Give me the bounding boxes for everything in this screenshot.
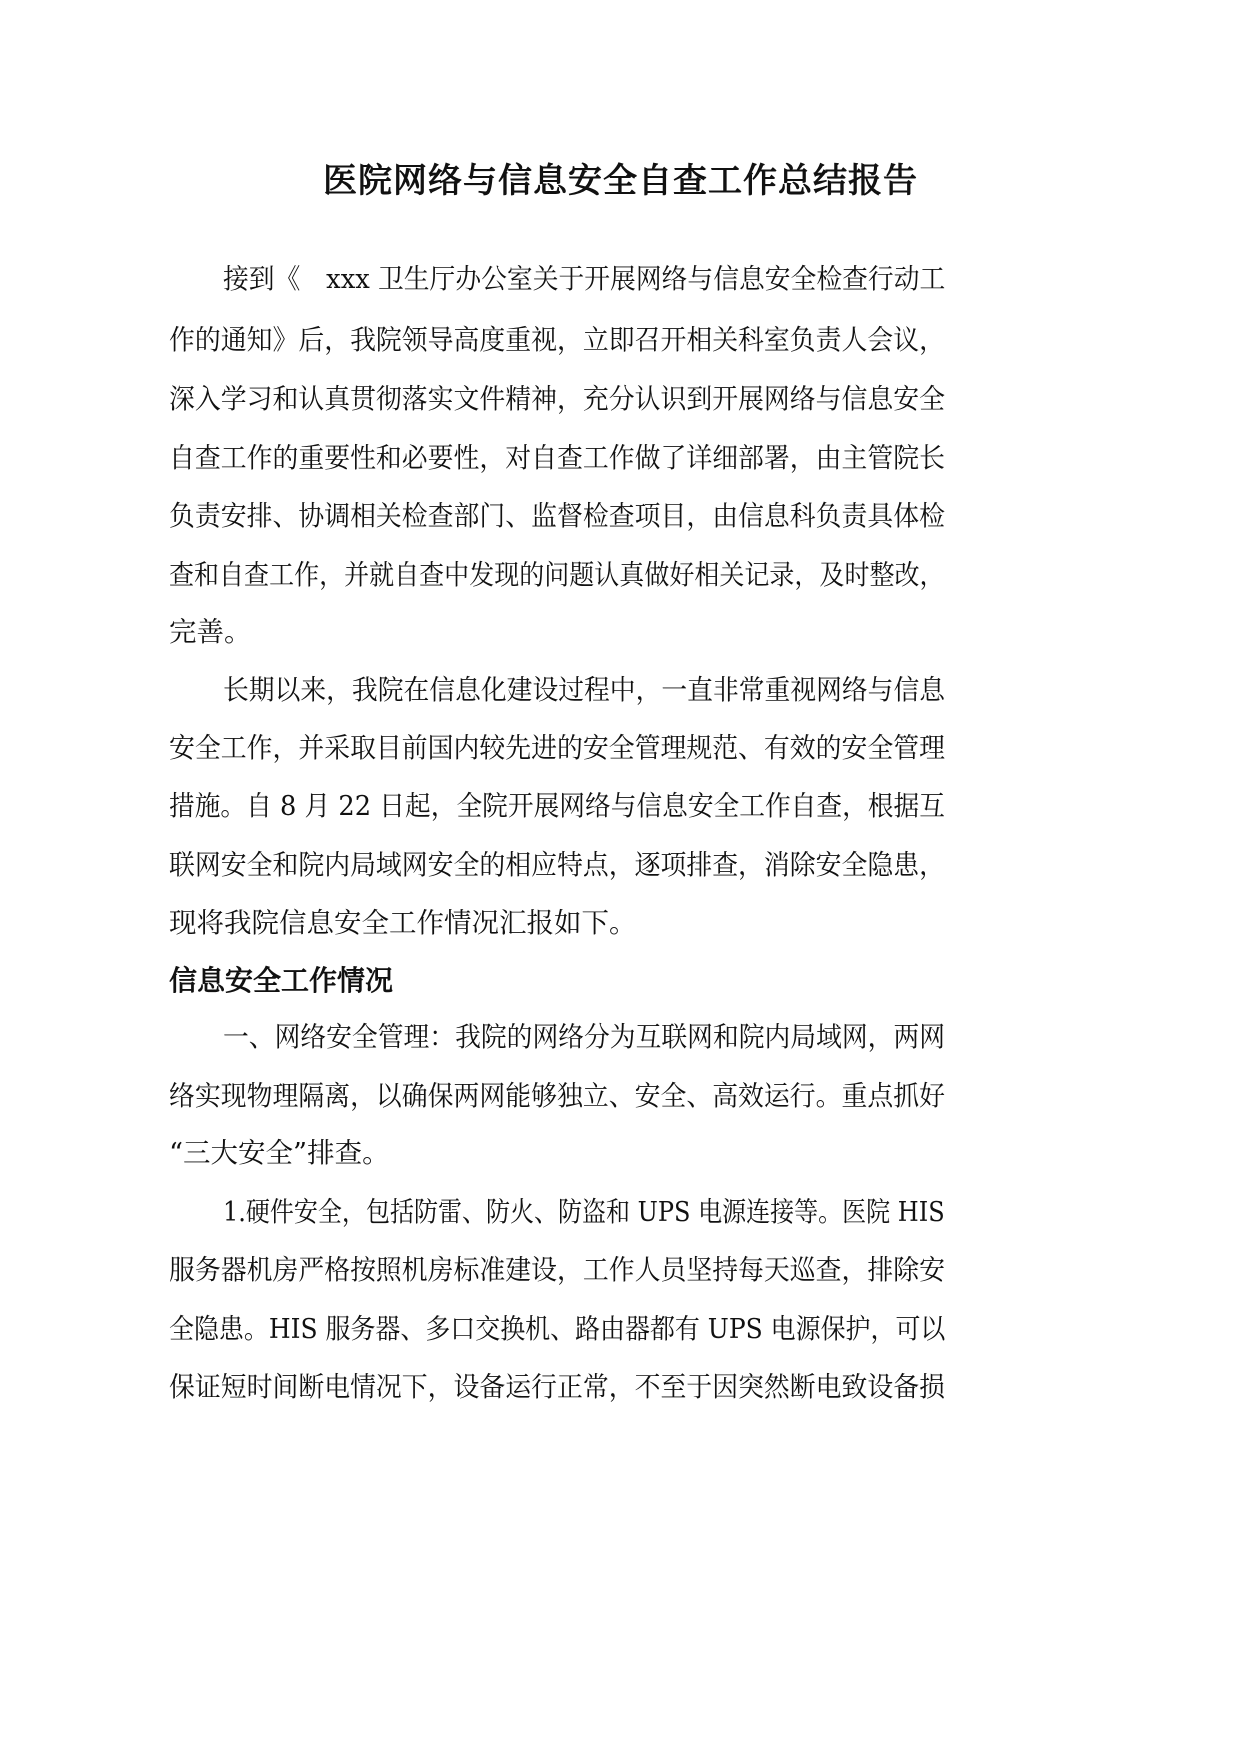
body-line: 完善。 bbox=[169, 616, 252, 648]
body-line: 保证短时间断电情况下，设备运行正常，不至于因突然断电致设备损 bbox=[169, 1371, 945, 1403]
body-line: 接到《 xxx 卫生厅办公室关于开展网络与信息安全检查行动工 bbox=[223, 263, 946, 295]
body-line: 长期以来，我院在信息化建设过程中，一直非常重视网络与信息 bbox=[223, 674, 946, 706]
body-line: 服务器机房严格按照机房标准建设，工作人员坚持每天巡查，排除安 bbox=[169, 1254, 945, 1286]
body-line: 作的通知》后，我院领导高度重视，立即召开相关科室负责人会议， bbox=[169, 324, 945, 356]
body-line: “三大安全”排查。 bbox=[169, 1137, 390, 1169]
body-line: 安全工作，并采取目前国内较先进的安全管理规范、有效的安全管理 bbox=[169, 732, 945, 764]
section-heading: 信息安全工作情况 bbox=[169, 964, 394, 997]
body-line: 查和自查工作，并就自查中发现的问题认真做好相关记录，及时整改， bbox=[169, 559, 945, 591]
document-title: 医院网络与信息安全自查工作总结报告 bbox=[323, 161, 918, 201]
body-line: 自查工作的重要性和必要性，对自查工作做了详细部署，由主管院长 bbox=[169, 442, 945, 474]
body-line: 深入学习和认真贯彻落实文件精神，充分认识到开展网络与信息安全 bbox=[169, 383, 945, 415]
body-line: 负责安排、协调相关检查部门、监督检查项目，由信息科负责具体检 bbox=[169, 500, 945, 532]
body-line: 联网安全和院内局域网安全的相应特点，逐项排查，消除安全隐患， bbox=[169, 849, 945, 881]
body-line: 现将我院信息安全工作情况汇报如下。 bbox=[169, 907, 637, 939]
body-line: 络实现物理隔离，以确保两网能够独立、安全、高效运行。重点抓好 bbox=[169, 1080, 945, 1112]
body-line: 措施。自 8 月 22 日起，全院开展网络与信息安全工作自查，根据互 bbox=[169, 790, 945, 822]
body-line: 1.硬件安全，包括防雷、防火、防盗和 UPS 电源连接等。医院 HIS bbox=[223, 1196, 945, 1228]
body-line: 全隐患。HIS 服务器、多口交换机、路由器都有 UPS 电源保护，可以 bbox=[169, 1313, 946, 1345]
body-line: 一、网络安全管理：我院的网络分为互联网和院内局域网，两网 bbox=[223, 1021, 946, 1053]
